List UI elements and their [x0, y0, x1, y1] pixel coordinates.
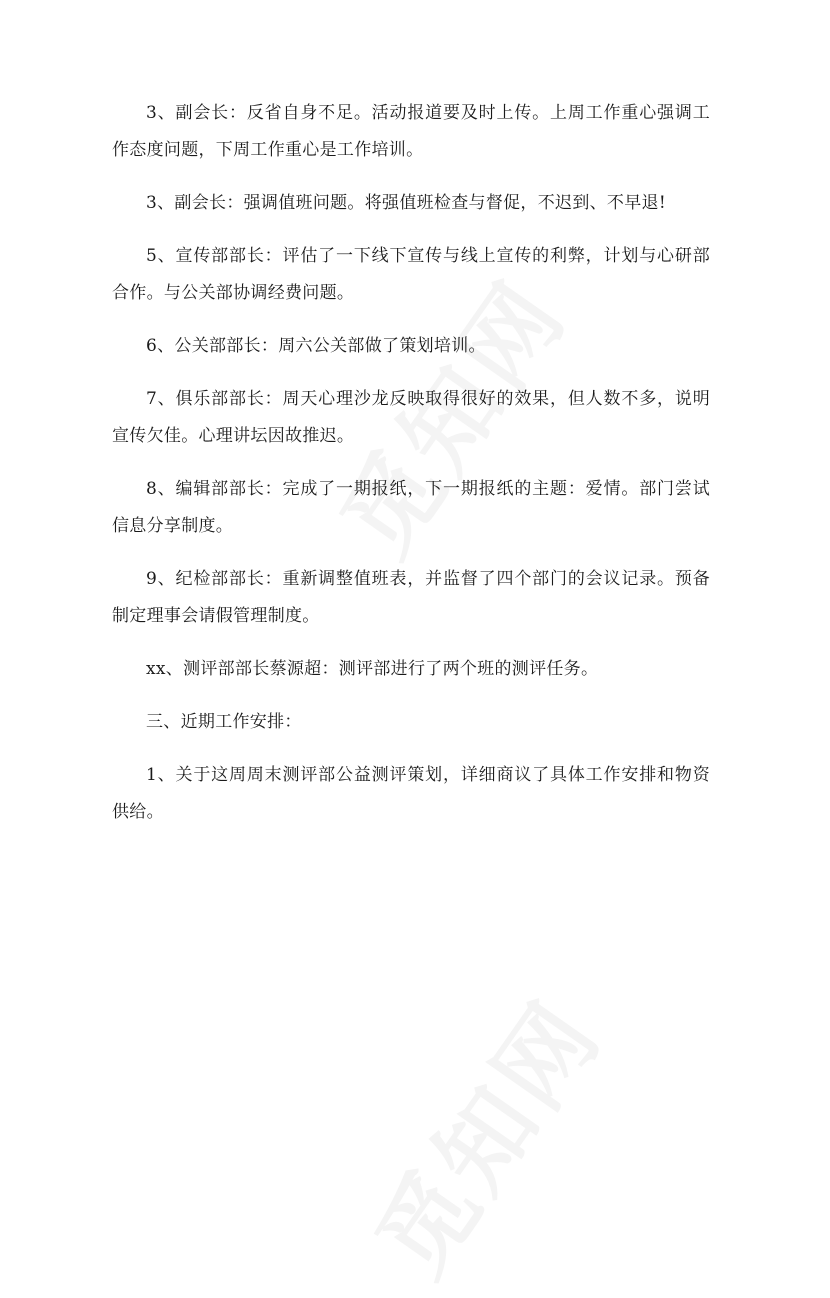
paragraph-evaluation-head: xx、测评部部长蔡源超：测评部进行了两个班的测评任务。 [146, 659, 599, 679]
paragraph-editorial-head: 8、编辑部部长：完成了一期报纸，下一期报纸的主题：爱情。部门尝试信息分享制度。 [112, 479, 710, 536]
document-body [112, 95, 710, 847]
paragraph-discipline-head: 9、纪检部部长：重新调整值班表，并监督了四个部门的会议记录。预备制定理事会请假管理制度。 [112, 569, 710, 626]
paragraph-weekend-plan: 1、关于这周周末测评部公益测评策划，详细商议了具体工作安排和物资供给。 [112, 765, 710, 822]
paragraph-pr-head: 6、公关部部长：周六公关部做了策划培训。 [146, 336, 486, 356]
section-heading-recent-work: 三、近期工作安排： [146, 712, 302, 732]
paragraph-publicity-head: 5、宣传部部长：评估了一下线下宣传与线上宣传的利弊，计划与心研部合作。与公关部协调经费问题。 [112, 246, 710, 303]
paragraph-vice-president-2: 3、副会长：强调值班问题。将强值班检查与督促，不迟到、不早退! [146, 193, 666, 213]
paragraph-vice-president-1: 3、副会长：反省自身不足。活动报道要及时上传。上周工作重心强调工作态度问题，下周工作重心是工作培训。 [112, 103, 710, 160]
watermark-bottom [339, 969, 627, 1298]
paragraph-club-head: 7、俱乐部部长：周天心理沙龙反映取得很好的效果，但人数不多，说明宣传欠佳。心理讲坛因故推迟。 [112, 389, 710, 446]
